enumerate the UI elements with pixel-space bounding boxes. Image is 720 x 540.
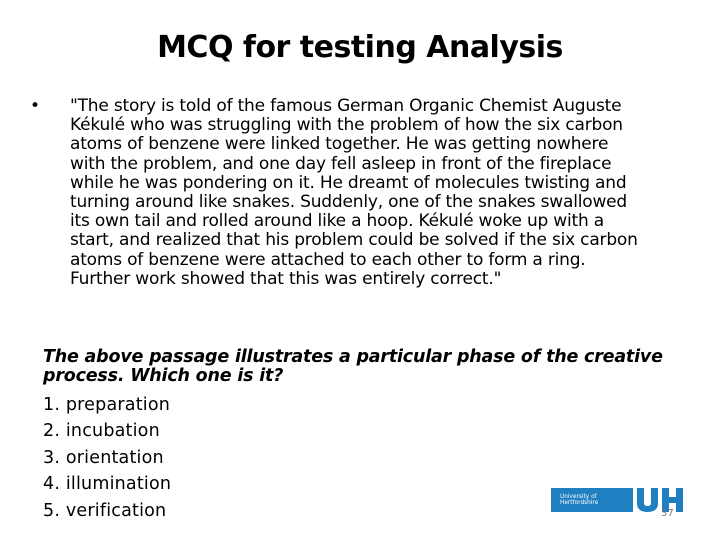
option-item: 5. verification (43, 500, 167, 521)
slide-title: MCQ for testing Analysis (157, 30, 563, 65)
logo-wordmark-box (551, 488, 633, 512)
option-item: 3. orientation (43, 447, 164, 468)
uh-logo-mark-icon (635, 488, 685, 512)
answer-options-list (43, 392, 171, 524)
logo-line-2: Hertfordshire (560, 500, 599, 506)
option-item: 4. illumination (43, 474, 172, 495)
bullet-icon: • (30, 96, 41, 116)
logo-line-1: University of (560, 494, 597, 500)
option-item: 2. incubation (43, 421, 160, 442)
quote-text: "The story is told of the famous German Organic Chemist Auguste Kékulé who was struggling with the problem of how the six carbon atoms of benzene were linked together. He was getting nowhere with the problem, and one day fell asleep in front of the fireplace while he was pondering on it. He dreamt of molecules twisting and turning around like snakes. Suddenly, one of the snakes swallowed its own tail and rolled around like a hoop. Kékulé woke up with a start, and realized that his problem could be solved if the six carbon atoms of benzene were attached to each other to form a ring. Further work showed that this was entirely correct." (70, 96, 638, 289)
option-item: 1. preparation (43, 395, 171, 415)
question-text: The above passage illustrates a particular phase of the creative process. Which one is it? (43, 347, 663, 386)
page-number: 37 (661, 508, 674, 519)
